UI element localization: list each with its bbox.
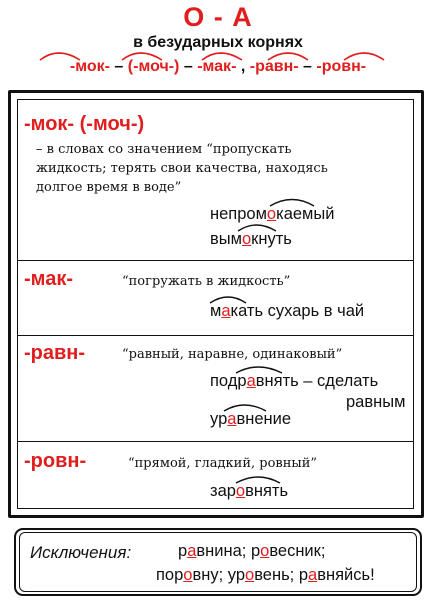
vowel-highlight: а	[187, 542, 197, 560]
section-divider	[17, 441, 414, 442]
root-separator: ,	[240, 58, 246, 75]
meaning-line: “прямой, гладкий, ровный”	[128, 456, 318, 471]
vowel-highlight: о	[241, 230, 252, 248]
vowel-highlight: а	[221, 302, 231, 320]
section-root-ravn: -равн-	[24, 342, 86, 364]
example-word: подравнять – сделать	[210, 372, 379, 390]
example-word: непромокаемый	[210, 205, 335, 223]
vowel-highlight: о	[245, 566, 255, 584]
root-item: (-моч-)	[127, 58, 180, 75]
section-root-rovn: -ровн-	[24, 450, 87, 472]
page-title: О - А	[183, 2, 253, 32]
vowel-highlight: о	[183, 566, 193, 584]
root-item: -мак-	[197, 58, 237, 75]
example-word: заровнять	[210, 482, 289, 500]
meaning-line: – в словах со значением “пропускать	[36, 142, 292, 157]
page-subtitle: в безударных корнях	[133, 34, 303, 51]
root-separator: –	[303, 58, 312, 75]
root-separator: –	[114, 58, 124, 75]
root-item: -мок-	[69, 58, 110, 75]
root-item: -ровн-	[316, 58, 367, 75]
root-item: -равн-	[249, 58, 299, 75]
exceptions-line: равнина; ровесник;	[178, 542, 326, 560]
vowel-highlight: а	[308, 566, 318, 584]
exceptions-label: Исключения:	[30, 543, 132, 562]
example-word: макать сухарь в чай	[210, 302, 365, 320]
example-word: уравнение	[210, 410, 291, 428]
example-continuation: равным	[346, 393, 406, 411]
vowel-highlight: о	[235, 482, 246, 500]
meaning-line: “равный, наравне, одинаковый”	[122, 347, 343, 362]
vowel-highlight: а	[246, 372, 256, 390]
section-divider	[17, 260, 414, 261]
vowel-highlight: о	[260, 542, 270, 560]
example-word: вымокнуть	[210, 230, 292, 248]
root-list	[0, 58, 436, 76]
section-divider	[17, 335, 414, 336]
section-root-mok: -мок- (-моч-)	[24, 113, 145, 135]
root-separator: –	[183, 58, 193, 75]
vowel-highlight: о	[266, 205, 277, 223]
section-root-mak: -мак-	[24, 268, 73, 290]
vowel-highlight: а	[227, 410, 237, 428]
exceptions-line: поровну; уровень; равняйсь!	[156, 566, 375, 584]
meaning-line: “погружать в жидкость”	[122, 274, 291, 289]
meaning-line: долгое время в воде”	[36, 180, 182, 195]
meaning-line: жидкость; терять свои качества, находясь	[36, 161, 328, 176]
